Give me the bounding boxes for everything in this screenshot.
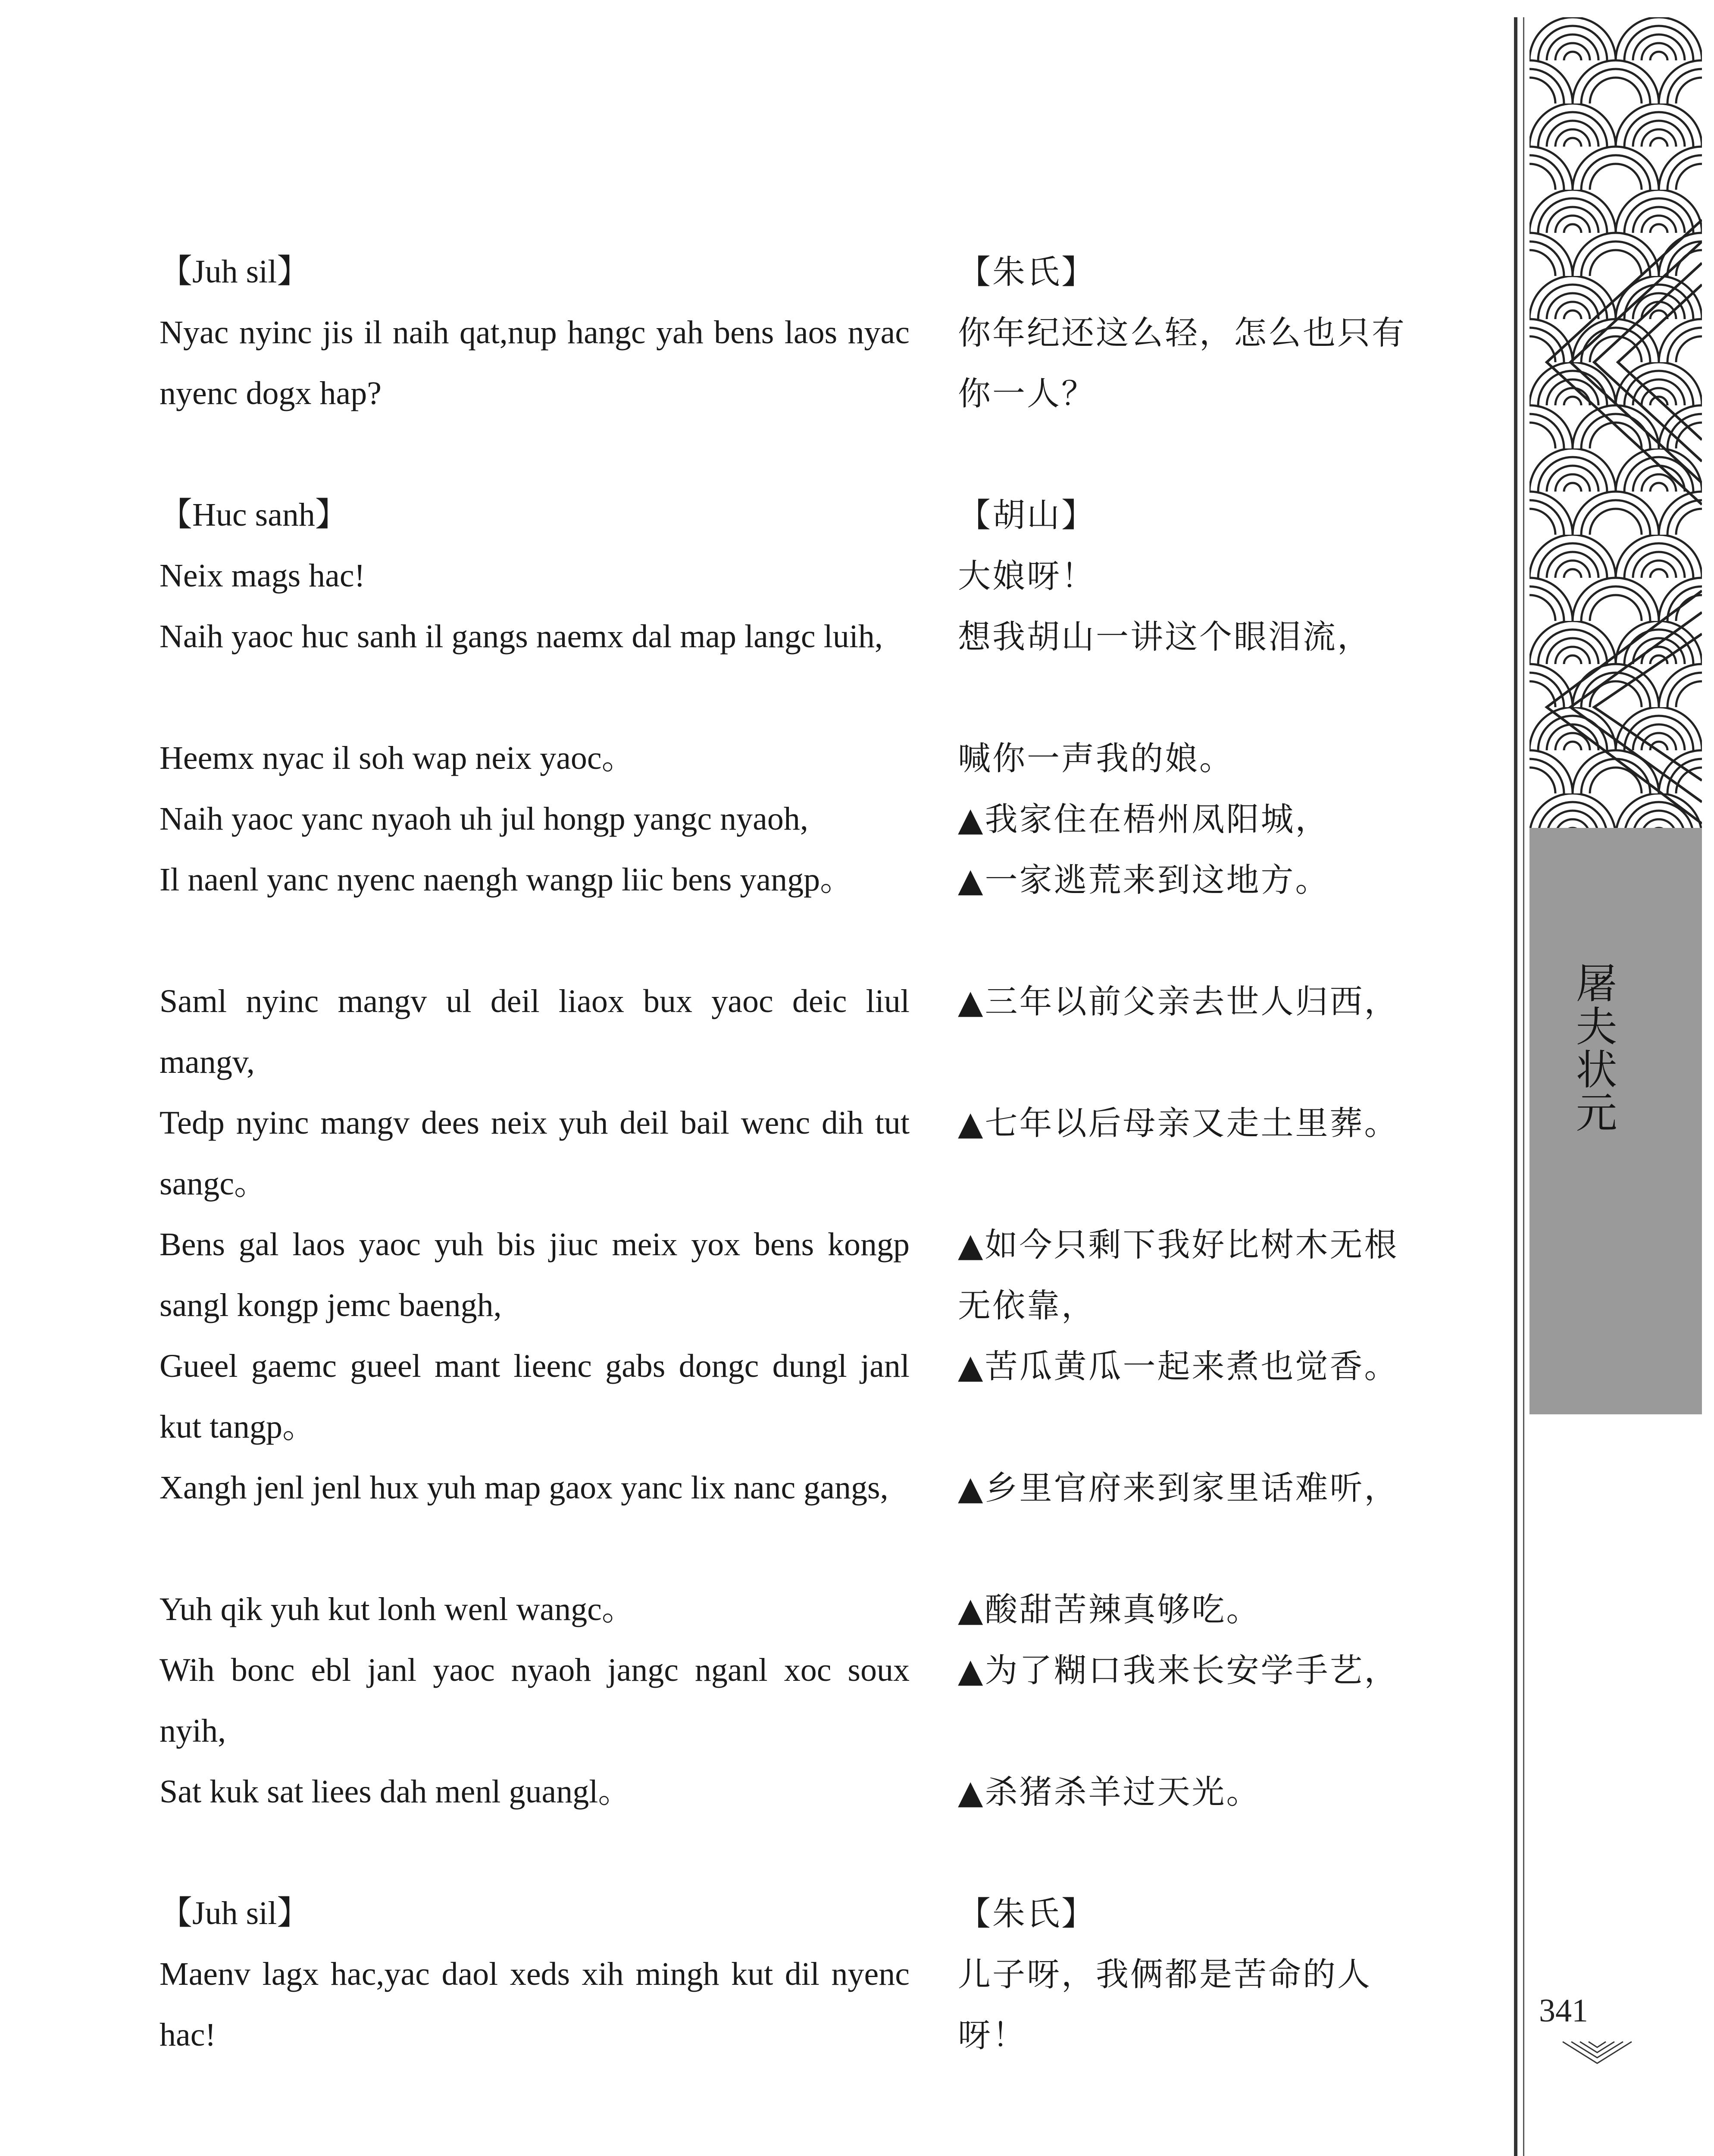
chinese-dialogue-block: [958, 485, 1419, 1822]
chinese-verse-line: 喊你一声我的娘。: [958, 739, 1234, 777]
chinese-verse-line: 想我胡山一讲这个眼泪流，: [958, 617, 1372, 656]
chinese-verse-line: ▲乡里官府来到家里话难听，: [958, 1469, 1399, 1507]
chinese-verse-line: ▲七年以后母亲又走土里葬。: [958, 1104, 1399, 1142]
dong-verse-line: Naih yaoc yanc nyaoh uh jul hongp yangc nyaoh,: [160, 801, 808, 837]
dong-verse-line: Nyac nyinc jis il naih qat,nup hangc yah bens laos nyac nyenc dogx hap?: [160, 314, 910, 411]
chinese-verse-line: 儿子呀，我俩都是苦命的人呀！: [958, 1955, 1372, 2054]
dong-verse-line: Wih bonc ebl janl yaoc nyaoh jangc nganl xoc soux nyih,: [160, 1652, 910, 1749]
speaker-label: 【胡山】: [958, 496, 1096, 534]
dong-verse-line: Bens gal laos yaoc yuh bis jiuc meix yox bens kongp sangl kongp jemc baengh,: [160, 1226, 910, 1323]
dong-verse-line: Saml nyinc mangv ul deil liaox bux yaoc deic liul mangv,: [160, 983, 910, 1080]
chinese-verse-line: 大娘呀！: [958, 557, 1096, 595]
speaker-label: 【Huc sanh】: [160, 497, 348, 533]
dong-text-column: [160, 241, 910, 2065]
dong-verse-line: Heemx nyac il soh wap neix yaoc。: [160, 740, 635, 776]
chinese-verse-line: ▲苦瓜黄瓜一起来煮也觉香。: [958, 1347, 1399, 1385]
chinese-dialogue-block: [958, 1883, 1419, 2065]
chinese-verse-line: ▲杀猪杀羊过天光。: [958, 1773, 1261, 1811]
dong-verse-line: Il naenl yanc nyenc naengh wangp liic bens yangp。: [160, 862, 853, 898]
dong-dialogue-block: [160, 241, 910, 424]
speaker-label: 【Juh sil】: [160, 254, 310, 290]
margin-rule-thin: [1523, 17, 1524, 2156]
chinese-verse-line: ▲为了糊口我来长安学手艺，: [958, 1651, 1399, 1689]
chinese-verse-line: ▲一家逃荒来到这地方。: [958, 861, 1330, 899]
chinese-verse-line: ▲如今只剩下我好比树木无根无依靠，: [958, 1225, 1399, 1325]
chinese-verse-line: ▲我家住在梧州凤阳城，: [958, 800, 1330, 838]
dong-verse-line: Neix mags hac!: [160, 558, 365, 594]
speaker-label: 【朱氏】: [958, 1894, 1096, 1933]
dong-dialogue-block: [160, 485, 910, 1822]
dong-dialogue-block: [160, 1883, 910, 2065]
chinese-verse-line: 你年纪还这么轻，怎么也只有你一人？: [958, 313, 1406, 413]
dong-verse-line: Gueel gaemc gueel mant lieenc gabs dongc dungl janl kut tangp。: [160, 1348, 910, 1445]
dong-verse-line: Naih yaoc huc sanh il gangs naemx dal map langc luih,: [160, 618, 883, 655]
chinese-verse-line: ▲酸甜苦辣真够吃。: [958, 1590, 1261, 1629]
dong-verse-line: Tedp nyinc mangv dees neix yuh deil bail wenc dih tut sangc。: [160, 1105, 910, 1202]
dong-verse-line: Xangh jenl jenl hux yuh map gaox yanc lix nanc gangs,: [160, 1470, 888, 1506]
scroll-pattern-ornament: [1529, 17, 1702, 828]
chinese-dialogue-block: [958, 241, 1419, 424]
chinese-text-column: [958, 241, 1419, 2065]
chinese-verse-line: ▲三年以前父亲去世人归西，: [958, 982, 1399, 1021]
dong-verse-line: Maenv lagx hac,yac daol xeds xih mingh kut dil nyenc hac!: [160, 1956, 910, 2053]
running-title: 屠夫状元: [1569, 962, 1617, 1134]
margin-rule: [1514, 17, 1517, 2156]
dong-verse-line: Sat kuk sat liees dah menl guangl。: [160, 1774, 631, 1810]
speaker-label: 【Juh sil】: [160, 1895, 310, 1931]
speaker-label: 【朱氏】: [958, 253, 1096, 291]
page-number-ornament: [1561, 2040, 1634, 2065]
page-number: 341: [1539, 1993, 1588, 2029]
dong-verse-line: Yuh qik yuh kut lonh wenl wangc。: [160, 1591, 635, 1627]
